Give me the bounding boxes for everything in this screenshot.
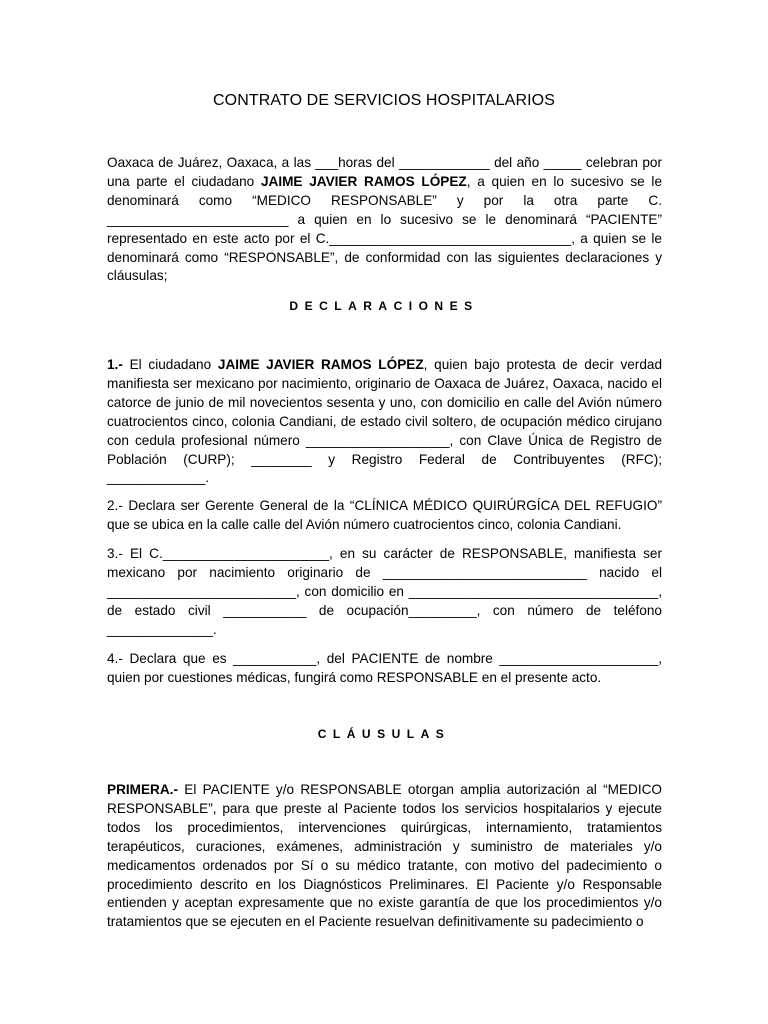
intro-paragraph xyxy=(107,154,662,286)
declaraciones-heading: DECLARACIONES xyxy=(289,299,479,313)
text-segment: El ciudadano xyxy=(122,357,218,372)
declaracion-4 xyxy=(107,650,662,688)
bold-text-segment: PRIMERA.- xyxy=(107,782,178,797)
text-segment: Oaxaca de Juárez, Oaxaca, a las ___horas del ____________ del año _____ celebran por una parte el ciudadano xyxy=(107,155,662,189)
declaracion-1 xyxy=(107,356,662,488)
text-segment: , quien bajo protesta de decir verdad manifiesta ser mexicano por nacimiento, originario de Oaxaca de Juárez, Oaxaca, nacido el catorce de junio de mil novecientos sesenta y uno, con domicilio en calle del Avión número cuatrocientos cinco, colonia Candiani, de estado civil soltero, de ocupación médico cirujano con cedula profesional número ___________________, con Clave Única de Registro de Población (CURP); ________ y Registro Federal de Contribuyentes (RFC); _____________. xyxy=(107,357,663,486)
text-segment: , a quien en lo sucesivo se le denominará como “MEDICO RESPONSABLE” y por la otra parte C. ________________________ a quien en lo sucesivo se le denominará “PACIENTE” representado en este acto por el C.________________________________, a quien se le denominará como “RESPONSABLE”, de conformidad con las siguientes declaraciones y cláusulas; xyxy=(107,173,663,284)
declaracion-2 xyxy=(107,497,662,535)
clausulas-heading: CLÁUSULAS xyxy=(317,727,451,741)
text-segment: 4.- Declara que es ___________, del PACIENTE de nombre _____________________, quien por cuestiones médicas, fungirá como RESPONSABLE en el presente acto. xyxy=(107,651,662,685)
bold-text-segment: JAIME JAVIER RAMOS LÓPEZ xyxy=(260,173,467,189)
bold-text-segment: JAIME JAVIER RAMOS LÓPEZ xyxy=(217,357,424,372)
document-title: CONTRATO DE SERVICIOS HOSPITALARIOS xyxy=(213,92,555,109)
text-segment: El PACIENTE y/o RESPONSABLE otorgan amplia autorización al “MEDICO RESPONSABLE”, para que preste al Paciente todos los servicios hospitalarios y ejecute todos los procedimientos, intervenciones quirúrgicas, internamiento, tratamientos terapéuticos, curaciones, exámenes, administración y suministro de materiales y/o medicamentos ordenados por Sí o su médico tratante, con motivo del padecimiento o procedimiento descrito en los Diagnósticos Preliminares. El Paciente y/o Responsable entienden y aceptan expresamente que no existe garantía de que los procedimientos y/o tratamientos que se ejecuten en el Paciente resuelvan definitivamente su padecimiento o xyxy=(107,782,662,930)
text-segment: 2.- Declara ser Gerente General de la “CLÍNICA MÉDICO QUIRÚRGÍCA DEL REFUGIO” que se ubica en la calle calle del Avión número cuatrocientos cinco, colonia Candiani. xyxy=(107,498,662,532)
declaracion-3 xyxy=(107,545,662,640)
clausula-primera xyxy=(107,781,662,932)
text-segment: 3.- El C.______________________, en su carácter de RESPONSABLE, manifiesta ser mexicano por nacimiento originario de ___________________________ nacido el _________________________, con domicilio en _________________________________, de estado civil ___________ de ocupación_________, con número de teléfono ______________. xyxy=(107,546,662,637)
bold-text-segment: 1.- xyxy=(107,357,123,372)
